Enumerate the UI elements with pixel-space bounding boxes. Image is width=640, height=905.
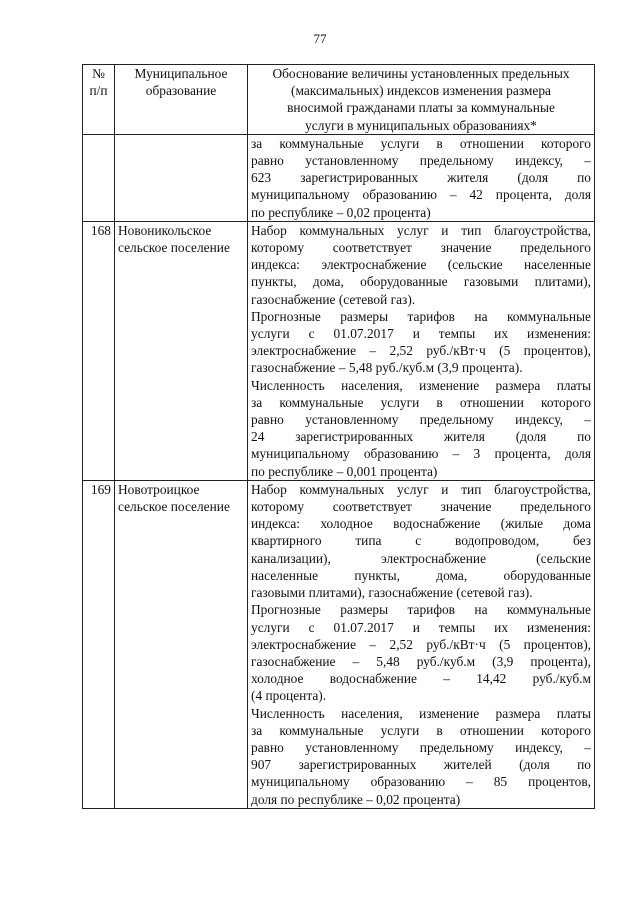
justification-line: Численность населения, изменение размера платы — [251, 705, 591, 721]
row-number-cell: 169 — [83, 480, 115, 808]
justification-line: (4 процента). — [251, 688, 327, 704]
header-number-line: п/п — [89, 83, 108, 99]
row-municipality-cell — [115, 221, 248, 480]
justification-line: равно установленному предельному индексу, – — [251, 412, 591, 428]
header-justification-line: вносимой гражданами платы за коммунальные — [287, 100, 555, 116]
header-justification-line: Обоснование величины установленных предельных — [272, 66, 570, 81]
header-number-line: № — [92, 66, 105, 81]
justification-line: доля по республике – 0,02 процента) — [251, 791, 461, 807]
justification-line: индекса: холодное водоснабжение (жилые дома — [251, 516, 591, 532]
justification-line: канализации), электроснабжение (сельские — [251, 550, 591, 566]
justification-line: квартирного типа с водопроводом, без — [251, 533, 591, 549]
justification-line: Набор коммунальных услуг и тип благоустройства, — [251, 481, 591, 497]
header-justification — [248, 65, 595, 135]
justification-line: за коммунальные услуги в отношении которого — [251, 135, 591, 151]
header-justification-line: (максимальных) индексов изменения размера — [291, 83, 551, 99]
justification-line: муниципальному образованию – 85 процентов, — [251, 774, 591, 790]
table-header-row — [83, 65, 595, 135]
justification-line: газоснабжение – 5,48 руб./куб.м (3,9 процента). — [251, 360, 523, 376]
justification-line: услуги с 01.07.2017 и темпы их изменения: — [251, 619, 591, 635]
row-justification-cell — [248, 480, 595, 808]
justification-paragraph — [251, 601, 591, 704]
justification-line: электроснабжение – 2,52 руб./кВт·ч (5 процентов), — [251, 343, 591, 359]
justification-line: 623 зарегистрированных жителя (доля по — [251, 170, 591, 186]
justification-paragraph — [251, 308, 591, 377]
justification-paragraph — [251, 222, 591, 308]
justification-line: населенные пункты, дома, оборудованные — [251, 567, 591, 583]
table-row-continuation — [83, 134, 595, 221]
justification-paragraph — [251, 481, 591, 601]
municipality-name-line: Новотроицкое — [118, 481, 200, 497]
header-municipality-line: образование — [145, 83, 217, 99]
justification-line: Численность населения, изменение размера платы — [251, 377, 591, 393]
justification-line: за коммунальные услуги в отношении которого — [251, 394, 591, 410]
row-municipality-cell — [115, 134, 248, 221]
justification-line: газовыми плитами), газоснабжение (сетевой газ). — [251, 585, 533, 601]
row-justification-cell — [248, 134, 595, 221]
justification-line: Прогнозные размеры тарифов на коммунальные — [251, 308, 591, 324]
justification-line: 24 зарегистрированных жителя (доля по — [251, 429, 591, 445]
municipality-name-line: сельское поселение — [118, 499, 230, 515]
row-number-cell — [83, 134, 115, 221]
header-justification-line: услуги в муниципальных образованиях* — [305, 117, 537, 133]
municipality-name-line: сельское поселение — [118, 240, 230, 256]
justification-line: услуги с 01.07.2017 и темпы их изменения: — [251, 326, 591, 342]
justification-line: которому соответствует значение предельного — [251, 240, 591, 256]
table-row — [83, 480, 595, 808]
justification-line: которому соответствует значение предельного — [251, 499, 591, 515]
justification-line: Прогнозные размеры тарифов на коммунальные — [251, 602, 591, 618]
row-number-cell: 168 — [83, 221, 115, 480]
tariff-index-table — [82, 64, 595, 809]
row-justification-cell — [248, 221, 595, 480]
justification-line: муниципальному образованию – 3 процента, доля — [251, 446, 591, 462]
justification-line: холодное водоснабжение – 14,42 руб./куб.м — [251, 671, 591, 687]
page-number: 77 — [313, 31, 327, 46]
header-municipality-line: Муниципальное — [134, 66, 228, 81]
municipality-name-line: Новоникольское — [118, 222, 212, 238]
justification-line: индекса: электроснабжение (сельские населенные — [251, 257, 591, 273]
justification-line: муниципальному образованию – 42 процента, доля — [251, 187, 591, 203]
justification-paragraph — [251, 377, 591, 480]
table-row — [83, 221, 595, 480]
header-municipality — [115, 65, 248, 135]
justification-paragraph — [251, 705, 591, 808]
justification-line: Набор коммунальных услуг и тип благоустройства, — [251, 222, 591, 238]
justification-line: пункты, дома, оборудованные газовыми плитами), — [251, 274, 591, 290]
header-number — [83, 65, 115, 135]
justification-line: по республике – 0,001 процента) — [251, 463, 438, 479]
justification-line: электроснабжение – 2,52 руб./кВт·ч (5 процентов), — [251, 636, 591, 652]
justification-line: газоснабжение (сетевой газ). — [251, 291, 416, 307]
justification-line: 907 зарегистрированных жителей (доля по — [251, 757, 591, 773]
justification-line: за коммунальные услуги в отношении которого — [251, 722, 591, 738]
justification-line: газоснабжение – 5,48 руб./куб.м (3,9 процента), — [251, 653, 591, 669]
row-municipality-cell — [115, 480, 248, 808]
justification-line: равно установленному предельному индексу, – — [251, 153, 591, 169]
justification-line: равно установленному предельному индексу, – — [251, 739, 591, 755]
justification-line: по республике – 0,02 процента) — [251, 204, 431, 220]
